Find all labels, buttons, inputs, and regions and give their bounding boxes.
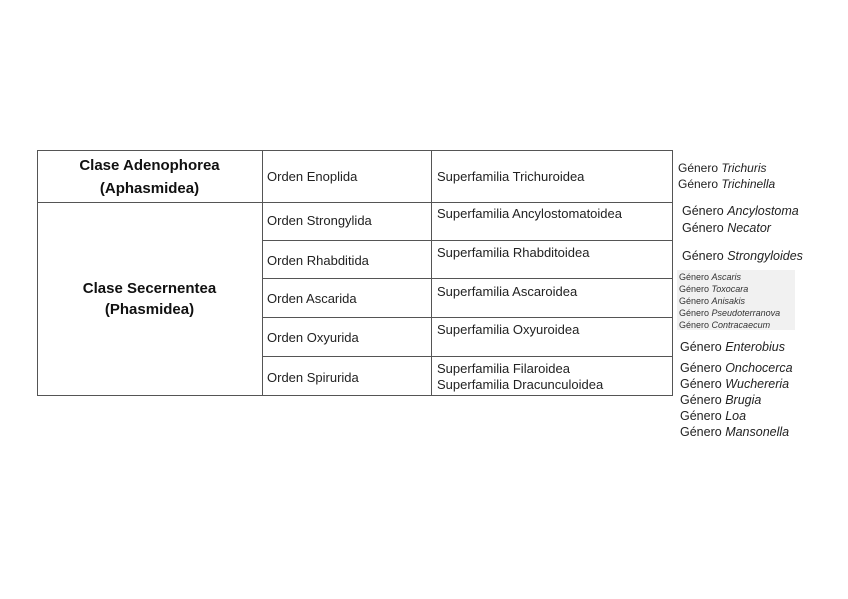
genus-item <box>679 307 780 319</box>
order-cell: Orden Ascarida <box>267 291 357 306</box>
genus-name: Ancylostoma <box>727 204 799 218</box>
order-cell: Orden Spirurida <box>267 370 359 385</box>
genus-item <box>682 203 799 219</box>
genus-item <box>680 408 746 424</box>
row-divider-4 <box>262 317 673 318</box>
genus-prefix: Género <box>680 340 722 354</box>
genus-prefix: Género <box>678 177 719 191</box>
row-divider-3 <box>262 278 673 279</box>
column-divider-2 <box>431 150 432 396</box>
genus-name: Trichuris <box>721 161 767 175</box>
genus-prefix: Género <box>682 249 724 263</box>
column-divider-1 <box>262 150 263 396</box>
superfamily-cell: Superfamilia Rhabditoidea <box>437 245 590 260</box>
genus-name: Anisakis <box>711 296 746 306</box>
superfamily-cell: Superfamilia Filaroidea <box>437 361 570 376</box>
genus-name: Necator <box>727 221 771 235</box>
taxonomy-table <box>37 150 673 396</box>
class-adenophorea <box>37 154 262 200</box>
genus-item <box>679 271 741 283</box>
genus-list-ascaroidea <box>677 270 795 330</box>
genus-prefix: Género <box>678 161 719 175</box>
order-cell: Orden Oxyurida <box>267 330 359 345</box>
superfamily-cell: Superfamilia Oxyuroidea <box>437 322 580 337</box>
genus-name: Toxocara <box>711 284 749 294</box>
genus-prefix: Género <box>680 409 722 423</box>
genus-name: Loa <box>725 409 747 423</box>
genus-name: Strongyloides <box>727 249 803 263</box>
superfamily-cell: Superfamilia Ancylostomatoidea <box>437 206 622 221</box>
superfamily-cell: Superfamilia Trichuroidea <box>437 169 585 184</box>
genus-prefix: Género <box>680 393 722 407</box>
superfamily-cell: Superfamilia Ascaroidea <box>437 284 578 299</box>
genus-name: Brugia <box>725 393 762 407</box>
genus-item <box>678 176 775 192</box>
class-alt-name: (Phasmidea) <box>104 301 195 318</box>
genus-prefix: Género <box>679 272 710 282</box>
genus-prefix: Género <box>680 361 722 375</box>
genus-name: Mansonella <box>725 425 790 439</box>
genus-item <box>682 248 803 264</box>
genus-prefix: Género <box>679 296 710 306</box>
genus-name: Contracaecum <box>711 320 771 330</box>
genus-name: Pseudoterranova <box>711 308 781 318</box>
order-cell: Orden Strongylida <box>267 213 372 228</box>
genus-name: Wuchereria <box>725 377 790 391</box>
row-divider-1 <box>37 202 673 203</box>
order-cell: Orden Enoplida <box>267 169 358 184</box>
genus-name: Enterobius <box>725 340 785 354</box>
genus-item <box>679 295 745 307</box>
genus-prefix: Género <box>682 204 724 218</box>
class-name: Clase Secernentea <box>82 280 217 297</box>
genus-item <box>679 283 748 295</box>
genus-prefix: Género <box>682 221 724 235</box>
order-cell: Orden Rhabditida <box>267 253 369 268</box>
row-divider-2 <box>262 240 673 241</box>
class-alt-name: (Aphasmidea) <box>99 180 200 197</box>
genus-item <box>678 160 767 176</box>
genus-prefix: Género <box>679 308 710 318</box>
genus-item <box>680 392 761 408</box>
class-secernentea <box>37 278 262 320</box>
genus-prefix: Género <box>680 425 722 439</box>
genus-item <box>680 424 789 440</box>
class-name: Clase Adenophorea <box>79 157 220 174</box>
genus-item <box>680 360 793 376</box>
table-right-border <box>672 150 673 396</box>
superfamily-cell: Superfamilia Dracunculoidea <box>437 377 604 392</box>
genus-prefix: Género <box>680 377 722 391</box>
row-divider-5 <box>262 356 673 357</box>
genus-name: Trichinella <box>721 177 776 191</box>
genus-prefix: Género <box>679 284 710 294</box>
genus-prefix: Género <box>679 320 710 330</box>
genus-item <box>680 376 789 392</box>
table-bottom-border <box>37 395 673 396</box>
table-top-border <box>37 150 673 151</box>
genus-item <box>682 220 771 236</box>
genus-item <box>680 339 785 355</box>
genus-name: Ascaris <box>711 272 742 282</box>
genus-name: Onchocerca <box>725 361 793 375</box>
genus-item <box>679 319 770 331</box>
